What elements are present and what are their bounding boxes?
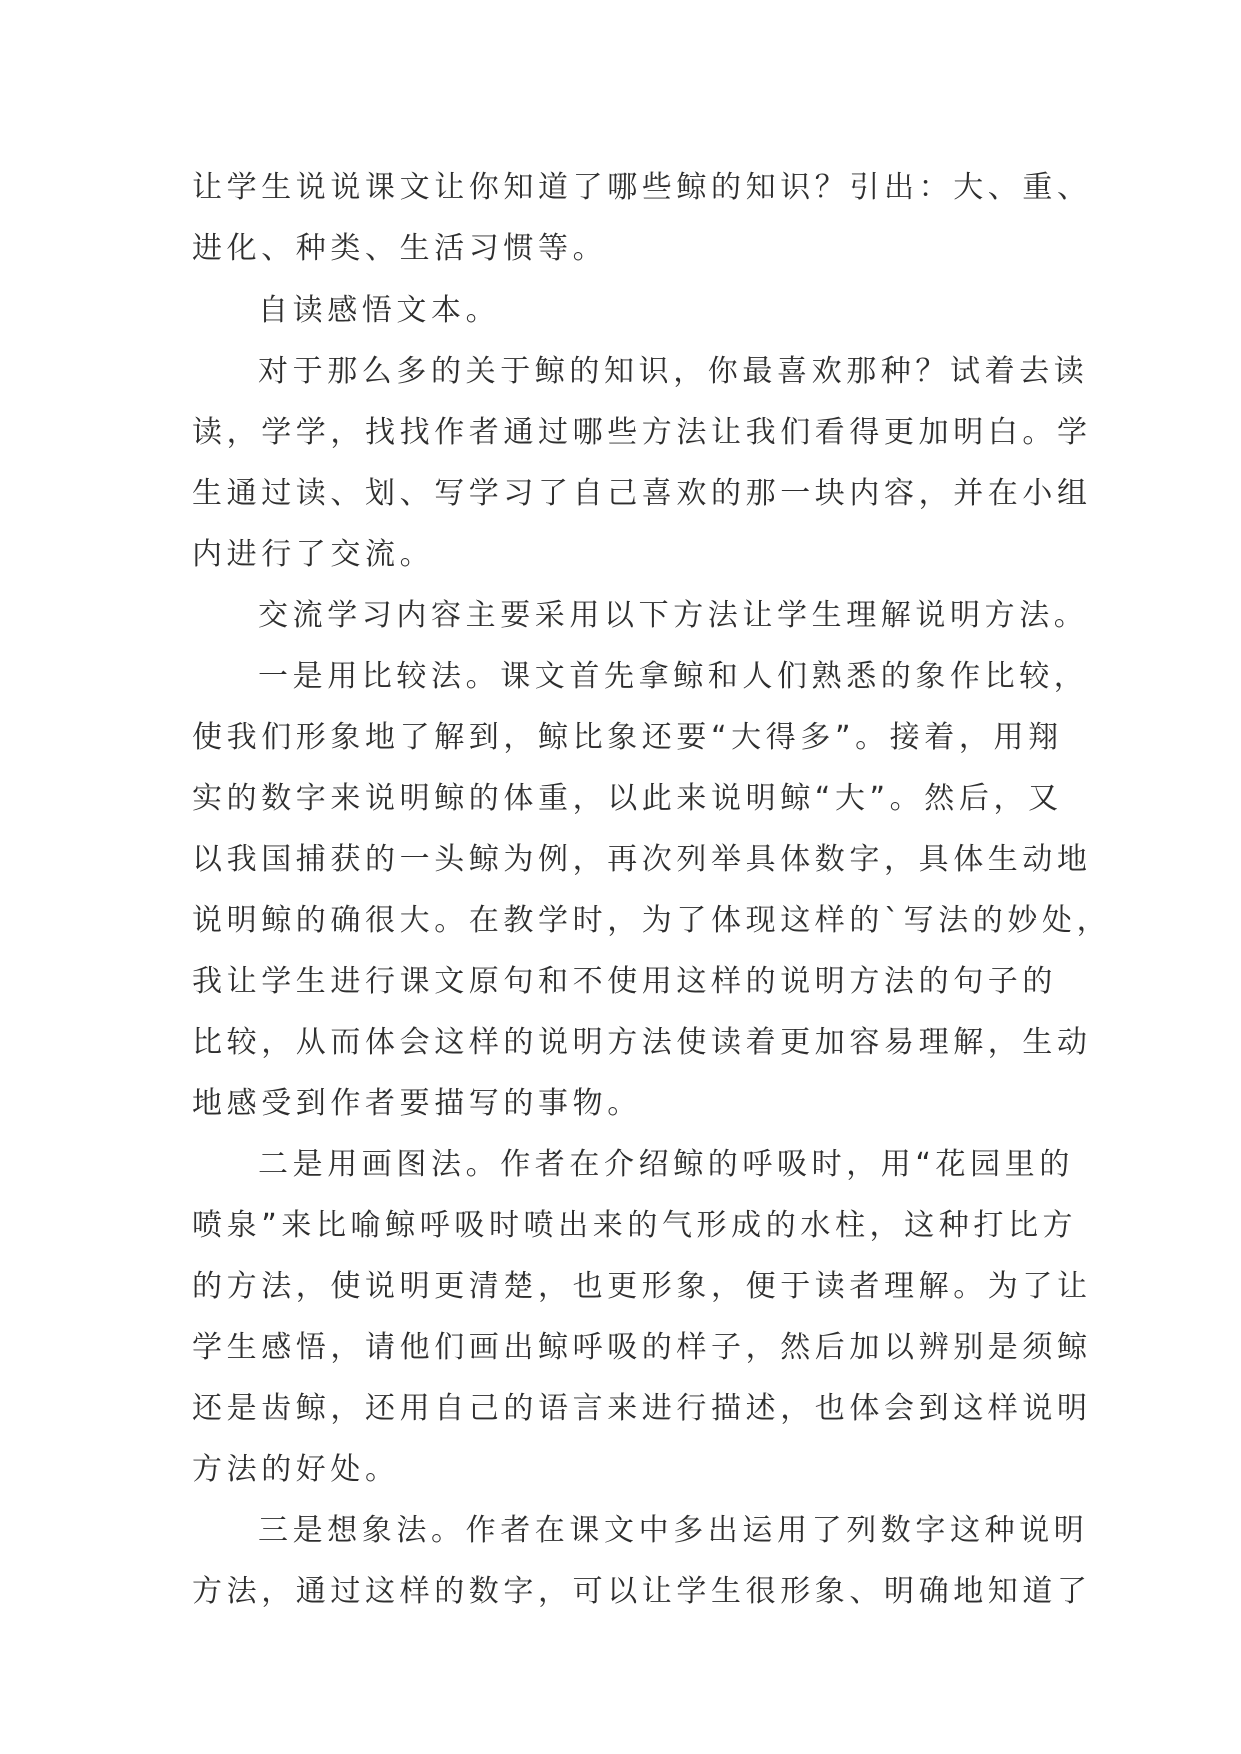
text-line: 二是用画图法。作者在介绍鲸的呼吸时，用“花园里的 [258,1147,1074,1182]
text-line: 还是齿鲸，还用自己的语言来进行描述，也体会到这样说明 [192,1391,1092,1426]
text-line: 一是用比较法。课文首先拿鲸和人们熟悉的象作比较， [258,659,1089,694]
text-line: 说明鲸的确很大。在教学时，为了体现这样的`写法的妙处， [192,903,1112,938]
text-line: 比较，从而体会这样的说明方法使读着更加容易理解，生动 [192,1025,1092,1060]
text-line: 喷泉”来比喻鲸呼吸时喷出来的气形成的水柱，这种打比方 [192,1208,1078,1243]
text-line: 地感受到作者要描写的事物。 [192,1086,642,1121]
text-line: 学生感悟，请他们画出鲸呼吸的样子，然后加以辨别是须鲸 [192,1330,1092,1365]
text-line: 让学生说说课文让你知道了哪些鲸的知识？引出：大、重、 [192,170,1092,205]
text-line: 方法的好处。 [192,1452,400,1487]
text-line: 交流学习内容主要采用以下方法让学生理解说明方法。 [258,598,1089,633]
text-line: 方法，通过这样的数字，可以让学生很形象、明确地知道了 [192,1574,1092,1609]
paragraph-heading: 自读感悟文本。 [258,293,501,328]
text-line: 对于那么多的关于鲸的知识，你最喜欢那种？试着去读 [258,354,1089,389]
text-line: 内进行了交流。 [192,537,435,572]
text-line: 以我国捕获的一头鲸为例，再次列举具体数字，具体生动地 [192,842,1092,877]
text-line: 实的数字来说明鲸的体重，以此来说明鲸“大”。然后，又 [192,781,1063,816]
text-line: 生通过读、划、写学习了自己喜欢的那一块内容，并在小组 [192,476,1092,511]
text-line: 的方法，使说明更清楚，也更形象，便于读者理解。为了让 [192,1269,1092,1304]
text-line: 进化、种类、生活习惯等。 [192,231,608,266]
text-line: 读，学学，找找作者通过哪些方法让我们看得更加明白。学 [192,415,1092,450]
text-line: 使我们形象地了解到，鲸比象还要“大得多”。接着，用翔 [192,720,1063,755]
text-line: 三是想象法。作者在课文中多出运用了列数字这种说明 [258,1513,1089,1548]
text-line: 我让学生进行课文原句和不使用这样的说明方法的句子的 [192,964,1057,999]
